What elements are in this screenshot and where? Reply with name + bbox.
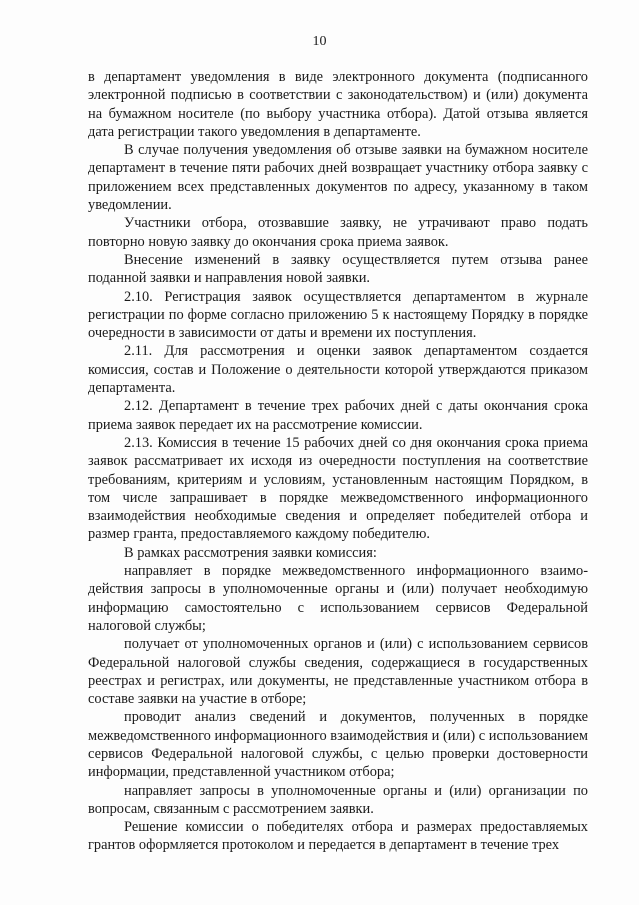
- paragraph-commission-item-2: получает от уполномоченных органов и (или) с использованием сервисов Федеральной налоговой службы сведения, содержащиеся в государственных реестрах и регистрах, или документы, не представленные участником отбора в составе заявки на участие в отборе;: [88, 636, 588, 708]
- paragraph-resubmission-right: Участники отбора, отозвавшие заявку, не утрачивают право подать повторно новую заявку до окончания срока приема заявок.: [88, 215, 588, 250]
- paragraph-withdrawal-paper: В случае получения уведомления об отзыве заявки на бумажном носителе департамент в течение пяти рабочих дней возвращает участнику отбора заявку с приложением всех представленных документов по адресу, указанному в таком уведомлении.: [88, 142, 588, 214]
- paragraph-decision: Решение комиссии о победителях отбора и размерах предоставляемых грантов оформляется протоколом и передается в департамент в течение трех: [88, 819, 588, 854]
- paragraph-2-10: 2.10. Регистрация заявок осуществляется департаментом в журнале регистрации по форме согласно приложению 5 к настоящему Порядку в порядке очередности в зависимости от даты и времени их поступления.: [88, 288, 588, 342]
- paragraph-commission-item-3: проводит анализ сведений и документов, полученных в порядке межведомственного информационного взаимодействия и (или) с использованием сервисов Федеральной налоговой службы, с целью проверки достоверности информации, представленной участником отбора;: [88, 709, 588, 781]
- page-number: 10: [312, 34, 327, 49]
- paragraph-changes: Внесение изменений в заявку осуществляется путем отзыва ранее поданной заявки и направления новой заявки.: [88, 251, 588, 287]
- paragraph-continuation: в департамент уведомления в виде электронного документа (подписанного электронной подписью в соответствии с законодательством) и (или) документа на бумажном носителе (по выбору участника отбора). Датой отзыва является дата регистрации такого уведомления в департаменте.: [88, 69, 588, 140]
- paragraph-commission-item-4: направляет запросы в уполномоченные органы и (или) организации по вопросам, связанным с рассмотрением заявки.: [88, 782, 588, 817]
- paragraph-2-11: 2.11. Для рассмотрения и оценки заявок департаментом создается комиссия, состав и Положение о деятельности которой утверждаются приказом департамента.: [88, 343, 588, 397]
- paragraph-commission-item-1: направляет в порядке межведомственного информационного взаимодействия запросы в уполномоченные органы и (или) получает необходимую информацию самостоятельно с использованием сервисов Федеральной налоговой службы;: [88, 563, 588, 634]
- document-body: [88, 68, 588, 855]
- paragraph-2-12: 2.12. Департамент в течение трех рабочих дней с даты окончания срока приема заявок передает их на рассмотрение комиссии.: [88, 398, 588, 433]
- paragraph-2-13: 2.13. Комиссия в течение 15 рабочих дней со дня окончания срока приема заявок рассматривает их исходя из очередности поступления на соответствие требованиям, критериям и условиям, установленным настоящим Порядком, в том числе запрашивает в порядке межведомственного информационного взаимодействия необходимые сведения и определяет победителей отбора и размер гранта, предоставляемого каждому победителю.: [88, 434, 588, 543]
- paragraph-commission-intro: В рамках рассмотрения заявки комиссия:: [124, 544, 377, 561]
